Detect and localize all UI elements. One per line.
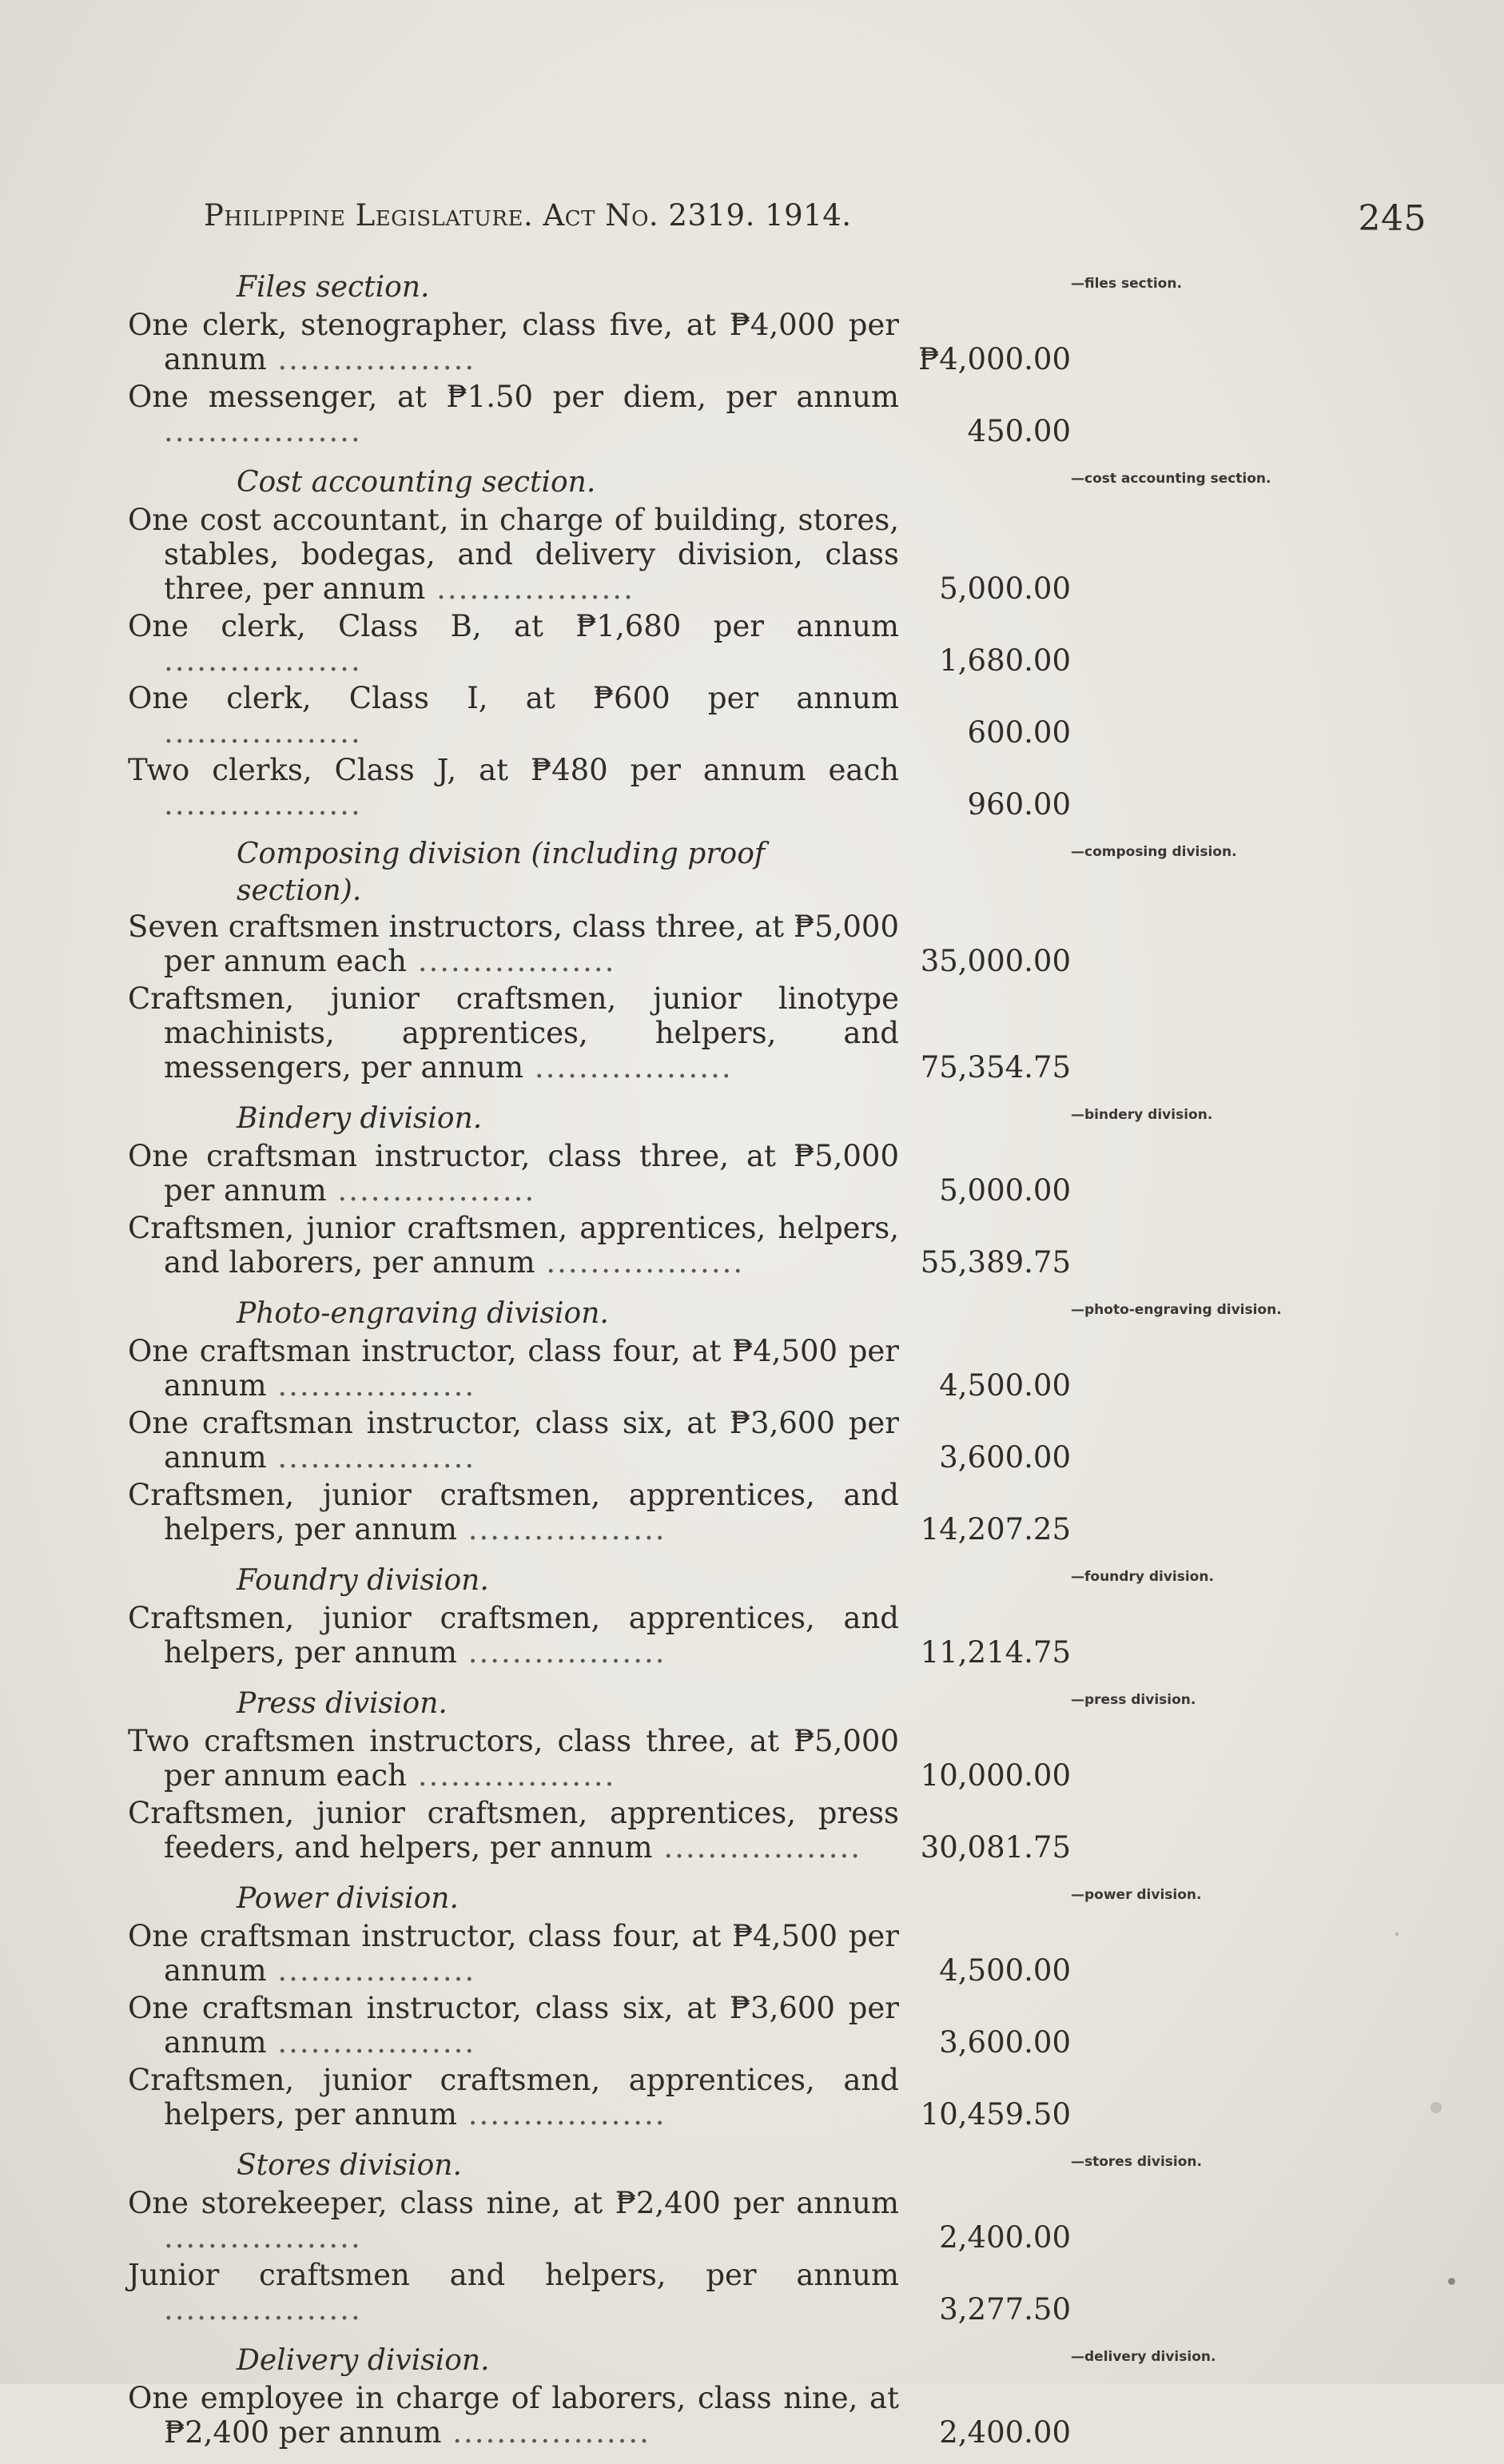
line-item [128, 1796, 1327, 1865]
line-item-text: Junior craftsmen and helpers, per annum [128, 2258, 899, 2292]
scan-speck [1448, 2278, 1455, 2285]
line-item-amount: 4,500.00 [939, 1953, 1071, 1988]
leader-dots: .................. [457, 1635, 666, 1670]
line-item-text: Seven craftsmen instructors, class three, at ₱5,000 per annum each [128, 910, 899, 978]
margin-note: —foundry division. [1071, 1569, 1214, 1585]
line-item-description [128, 308, 899, 376]
margin-note: —power division. [1071, 1887, 1202, 1903]
line-item-amount: 35,000.00 [920, 944, 1071, 978]
line-item [128, 2381, 1327, 2450]
margin-note: —delivery division. [1071, 2349, 1216, 2365]
line-item-text: One craftsman instructor, class six, at ₱3,600 per annum [128, 1406, 899, 1475]
line-item-description [128, 681, 899, 750]
line-item-amount: 450.00 [967, 414, 1071, 448]
line-item [128, 1406, 1327, 1475]
line-item-description [128, 1334, 899, 1403]
leader-dots: .................. [457, 1512, 666, 1546]
section-title: Files section. [237, 271, 430, 304]
leader-dots: .................. [266, 1953, 476, 1988]
section [128, 1561, 1327, 1670]
section-title: Power division. [237, 1882, 459, 1915]
line-item-description [128, 380, 899, 448]
leader-dots: .................. [164, 2292, 362, 2327]
section-title: Delivery division. [237, 2344, 490, 2377]
line-item-description [128, 503, 899, 606]
section-title: Composing division (including proof section). [237, 838, 766, 907]
section-title: Foundry division. [237, 1564, 489, 1597]
page-number: 245 [1358, 198, 1426, 239]
line-item-amount: 55,389.75 [920, 1245, 1071, 1280]
leader-dots: .................. [164, 643, 362, 678]
line-item-text: Craftsmen, junior craftsmen, junior linotype machinists, apprentices, helpers, and messengers, per annum [128, 981, 899, 1085]
section [128, 2341, 1327, 2450]
line-item [128, 1139, 1327, 1208]
line-item-text: Craftsmen, junior craftsmen, apprentices, and helpers, per annum [128, 1601, 899, 1670]
line-item [128, 1334, 1327, 1403]
section-title: Press division. [237, 1687, 448, 1720]
line-item [128, 981, 1327, 1085]
line-item-description [128, 910, 899, 978]
line-item [128, 1991, 1327, 2060]
leader-dots: .................. [652, 1830, 862, 1865]
line-item-text: Craftsmen, junior craftsmen, apprentices, press feeders, and helpers, per annum [128, 1796, 899, 1865]
line-item-text: One craftsman instructor, class four, at ₱4,500 per annum [128, 1334, 899, 1403]
line-item-description [128, 1601, 899, 1670]
margin-note: —composing division. [1071, 844, 1237, 860]
line-item-text: One clerk, stenographer, class five, at ₱4,000 per annum [128, 308, 899, 376]
line-item-text: One craftsman instructor, class four, at ₱4,500 per annum [128, 1919, 899, 1988]
appropriation-list [128, 268, 1327, 2464]
line-item-description [128, 1478, 899, 1546]
line-item-description [128, 1724, 899, 1793]
line-item-text: Craftsmen, junior craftsmen, apprentices, and helpers, per annum [128, 1478, 899, 1546]
line-item-text: One messenger, at ₱1.50 per diem, per annum [128, 380, 899, 414]
line-item-amount: 10,459.50 [920, 2097, 1071, 2132]
line-item-amount: ₱4,000.00 [918, 342, 1071, 376]
section [128, 1684, 1327, 1865]
margin-note: —cost accounting section. [1071, 471, 1271, 487]
line-item [128, 681, 1327, 750]
line-item [128, 609, 1327, 678]
line-item [128, 503, 1327, 606]
section-title: Stores division. [237, 2149, 462, 2182]
section [128, 268, 1327, 448]
line-item-text: Two clerks, Class J, at ₱480 per annum each [128, 753, 899, 787]
line-item-amount: 3,277.50 [939, 2292, 1071, 2327]
line-item-description [128, 1406, 899, 1475]
leader-dots: .................. [326, 1173, 536, 1208]
margin-note: —stores division. [1071, 2154, 1202, 2170]
line-item-amount: 11,214.75 [920, 1635, 1071, 1670]
margin-note: —files section. [1071, 276, 1182, 292]
line-item-text: One clerk, Class I, at ₱600 per annum [128, 681, 899, 715]
line-item [128, 2258, 1327, 2327]
leader-dots: .................. [425, 571, 635, 606]
line-item-amount: 4,500.00 [939, 1368, 1071, 1403]
margin-note: —bindery division. [1071, 1107, 1213, 1123]
line-item-description [128, 753, 899, 822]
line-item-description [128, 1211, 899, 1280]
section [128, 1099, 1327, 1280]
line-item [128, 753, 1327, 822]
leader-dots: .................. [266, 1368, 476, 1403]
line-item-description [128, 2186, 899, 2255]
line-item-amount: 2,400.00 [939, 2220, 1071, 2255]
line-item-text: One craftsman instructor, class six, at ₱3,600 per annum [128, 1991, 899, 2060]
section [128, 2146, 1327, 2327]
section [128, 463, 1327, 822]
leader-dots: .................. [523, 1050, 733, 1085]
margin-note: —photo-engraving division. [1071, 1302, 1282, 1318]
section [128, 1879, 1327, 2132]
line-item [128, 1724, 1327, 1793]
line-item-amount: 5,000.00 [939, 571, 1071, 606]
line-item-description [128, 1139, 899, 1208]
line-item [128, 1601, 1327, 1670]
leader-dots: .................. [441, 2415, 651, 2450]
line-item-description [128, 609, 899, 678]
line-item-amount: 2,400.00 [939, 2415, 1071, 2450]
section-title: Bindery division. [237, 1102, 483, 1135]
line-item [128, 308, 1327, 376]
leader-dots: .................. [164, 787, 362, 822]
line-item [128, 1478, 1327, 1546]
leader-dots: .................. [164, 715, 362, 750]
leader-dots: .................. [406, 1758, 616, 1793]
section [128, 1294, 1327, 1546]
line-item-description [128, 2258, 899, 2327]
line-item-amount: 30,081.75 [920, 1830, 1071, 1865]
line-item-amount: 3,600.00 [939, 1440, 1071, 1475]
line-item-description [128, 2381, 899, 2450]
line-item-text: One employee in charge of laborers, class nine, at ₱2,400 per annum [128, 2381, 899, 2450]
line-item-amount: 5,000.00 [939, 1173, 1071, 1208]
section-title: Photo-engraving division. [237, 1297, 609, 1330]
line-item [128, 1919, 1327, 1988]
section [128, 836, 1327, 1085]
leader-dots: .................. [457, 2097, 666, 2132]
leader-dots: .................. [266, 1440, 476, 1475]
line-item-text: Craftsmen, junior craftsmen, apprentices, and helpers, per annum [128, 2063, 899, 2132]
page-header [204, 198, 1426, 246]
line-item-amount: 75,354.75 [920, 1050, 1071, 1085]
line-item-text: One craftsman instructor, class three, at ₱5,000 per annum [128, 1139, 899, 1208]
section-title: Cost accounting section. [237, 466, 596, 499]
margin-note: —press division. [1071, 1692, 1196, 1708]
line-item [128, 910, 1327, 978]
line-item-text: One storekeeper, class nine, at ₱2,400 per annum [128, 2186, 899, 2220]
leader-dots: .................. [535, 1245, 745, 1280]
line-item-text: One cost accountant, in charge of building, stores, stables, bodegas, and delivery division, class three, per annum [128, 503, 899, 606]
leader-dots: .................. [164, 2220, 362, 2255]
running-title: Philippine Legislature. Act No. 2319. 1914. [204, 198, 852, 233]
line-item [128, 2186, 1327, 2255]
line-item-amount: 10,000.00 [920, 1758, 1071, 1793]
line-item [128, 1211, 1327, 1280]
line-item-description [128, 1991, 899, 2060]
line-item-amount: 14,207.25 [920, 1512, 1071, 1546]
line-item-text: Two craftsmen instructors, class three, at ₱5,000 per annum each [128, 1724, 899, 1793]
line-item-text: Craftsmen, junior craftsmen, apprentices, helpers, and laborers, per annum [128, 1211, 899, 1280]
line-item-description [128, 2063, 899, 2132]
leader-dots: .................. [266, 342, 476, 376]
line-item-amount: 1,680.00 [939, 643, 1071, 678]
line-item-amount: 3,600.00 [939, 2025, 1071, 2060]
leader-dots: .................. [266, 2025, 476, 2060]
line-item [128, 2063, 1327, 2132]
line-item-text: One clerk, Class B, at ₱1,680 per annum [128, 609, 899, 643]
leader-dots: .................. [406, 944, 616, 978]
scan-speck [1430, 2102, 1442, 2113]
line-item-description [128, 981, 899, 1085]
line-item [128, 380, 1327, 448]
leader-dots: .................. [164, 414, 362, 448]
scan-speck [1395, 1933, 1399, 1936]
line-item-amount: 600.00 [967, 715, 1071, 750]
line-item-description [128, 1796, 899, 1865]
line-item-amount: 960.00 [967, 787, 1071, 822]
line-item-description [128, 1919, 899, 1988]
